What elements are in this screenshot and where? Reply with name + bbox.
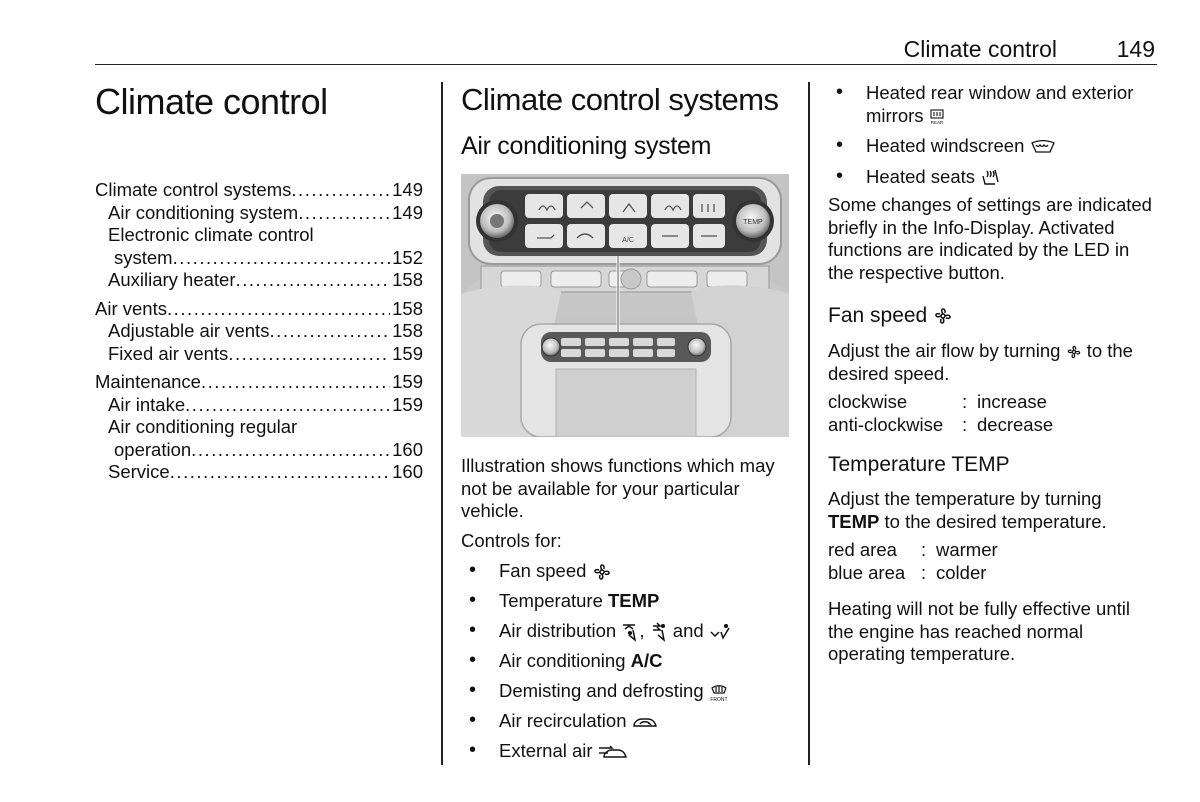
column-divider-1: [441, 82, 443, 765]
list-item-heated-rear-window: [828, 82, 1158, 127]
toc-chapter-entry: [95, 298, 423, 321]
toc-entry: [95, 202, 423, 225]
external-air-text: External air: [499, 740, 593, 761]
settings-note: Some changes of settings are indicated briefly in the Info-Display. Activated functions are indicated by the LED in the respective button.: [828, 194, 1152, 283]
temp-label: TEMP: [828, 510, 880, 532]
air-distribution-and: and: [672, 620, 704, 641]
controls-list: [461, 560, 791, 770]
toc-page-number: 158: [392, 269, 423, 290]
toc-leader-dots: [167, 298, 390, 321]
direction-label: clockwise: [828, 391, 908, 412]
separator: :: [921, 539, 927, 560]
direction-value: increase: [977, 391, 1047, 412]
page-number: 149: [1116, 36, 1155, 62]
external-air-icon: [598, 743, 628, 761]
heated-windscreen-icon: [1030, 139, 1056, 155]
toc-page-number: 158: [392, 320, 423, 341]
toc-entry: [95, 247, 423, 270]
separator: :: [921, 561, 927, 583]
temperature-row: [828, 562, 1158, 585]
toc-leader-dots: [173, 247, 391, 270]
fan-speed-heading-text: Fan speed: [828, 304, 928, 327]
temperature-text: Temperature: [499, 590, 608, 611]
air-distribution-comma: ,: [639, 620, 645, 641]
toc-chapter-entry: [95, 371, 423, 394]
list-item-air-distribution: [461, 620, 791, 650]
ac-button-label: A/C: [622, 237, 634, 244]
toc-leader-dots: [291, 179, 390, 202]
fan-speed-text: Fan speed: [499, 560, 587, 581]
air-to-feet-icon: [709, 622, 731, 642]
fan-speed-description: [828, 340, 1158, 385]
direction-label: anti-clockwise: [828, 413, 944, 435]
page-header: [95, 34, 1157, 65]
fan-speed-row: [828, 414, 1158, 437]
svg-text:FRONT: FRONT: [710, 697, 728, 703]
toc-entry-label: Climate control systems: [95, 179, 292, 200]
subsection-title: Air conditioning system: [461, 132, 712, 160]
main-column: [461, 82, 791, 761]
heating-note: Heating will not be fully effective until the engine has reached normal operating temperature.: [828, 598, 1130, 664]
toc-entry-label: Air conditioning regular: [108, 416, 298, 437]
heated-windscreen-text: Heated windscreen: [866, 135, 1025, 156]
air-distribution-text: Air distribution: [499, 620, 617, 641]
list-item-external-air: [461, 740, 791, 770]
list-item-fan-speed: [461, 560, 791, 590]
list-item-temperature: [461, 590, 791, 620]
fan-speed-heading: [828, 303, 1158, 329]
toc-page-number: 159: [392, 371, 423, 392]
fan-icon: [592, 562, 612, 582]
toc-entry: [95, 461, 423, 484]
toc-entry-label: Maintenance: [95, 371, 201, 392]
toc-entry: [95, 394, 423, 417]
list-item-heated-windscreen: [828, 135, 1158, 158]
list-item-demisting: [461, 680, 791, 710]
heated-seats-text: Heated seats: [866, 165, 976, 187]
toc-entry-label: Service: [108, 461, 170, 482]
fan-speed-row: [828, 391, 1158, 414]
toc-entry-label: Adjustable air vents: [108, 320, 270, 341]
demisting-text: Demisting and defrosting: [499, 680, 704, 701]
heated-rear-window-text: Heated rear window and exterior mirrors: [866, 82, 1134, 126]
area-label: red area: [828, 539, 897, 560]
illustration-caption: Illustration shows functions which may not be available for your particular vehicle.: [461, 455, 775, 521]
toc-entry: [95, 320, 423, 343]
toc-page-number: 159: [392, 393, 423, 415]
toc-entry-label: system: [114, 246, 173, 268]
toc-leader-dots: [298, 202, 390, 225]
direction-value: decrease: [977, 413, 1054, 435]
air-to-windscreen-icon: [621, 622, 639, 642]
section-title: Climate control systems: [461, 82, 779, 117]
toc-leader-dots: [228, 343, 390, 366]
chapter-column: [95, 81, 423, 482]
temp-knob-label: TEMP: [743, 219, 763, 226]
area-label: blue area: [828, 561, 906, 583]
toc-page-number: 160: [392, 438, 423, 460]
fan-speed-table: [828, 391, 1158, 436]
toc-entry: [95, 343, 423, 366]
temperature-description: [828, 488, 1158, 533]
toc-entry: [95, 269, 423, 292]
toc-leader-dots: [170, 461, 390, 484]
column-divider-2: [808, 82, 810, 765]
toc-page-number: 159: [392, 342, 423, 364]
temp-label: TEMP: [608, 590, 660, 611]
list-item-heated-seats: [828, 166, 1158, 189]
climate-panel-illustration: [461, 174, 789, 437]
heating-list: [828, 82, 1158, 188]
toc-page-number: 149: [392, 201, 423, 223]
air-conditioning-text: Air conditioning: [499, 650, 631, 671]
list-item-air-recirculation: [461, 710, 791, 740]
separator: :: [962, 391, 968, 412]
toc-entry-label: Fixed air vents: [108, 342, 229, 364]
toc-leader-dots: [269, 320, 390, 343]
table-of-contents: [95, 179, 423, 484]
toc-page-number: 149: [392, 179, 423, 200]
heated-seat-icon: [980, 168, 1000, 188]
toc-entry-label: Electronic climate control: [108, 224, 314, 245]
toc-leader-dots: [201, 371, 390, 394]
temperature-table: [828, 539, 1158, 584]
header-section-title: Climate control: [903, 36, 1057, 62]
toc-entry-label: Auxiliary heater: [108, 269, 236, 290]
area-value: warmer: [936, 539, 998, 560]
toc-leader-dots: [185, 394, 390, 417]
list-item-air-conditioning: [461, 650, 791, 680]
area-value: colder: [936, 561, 987, 583]
air-recirculation-icon: [632, 714, 658, 730]
air-to-head-icon: [650, 622, 668, 642]
toc-entry: [95, 416, 423, 439]
toc-entry-label: Air conditioning system: [108, 201, 299, 223]
chapter-title: Climate control: [95, 81, 328, 122]
toc-page-number: 160: [392, 461, 423, 482]
controls-intro: Controls for:: [461, 529, 562, 551]
front-demist-icon: [709, 682, 729, 702]
toc-entry: [95, 224, 423, 247]
temperature-row: [828, 539, 1158, 562]
fan-icon: [933, 306, 953, 326]
fan-speed-text-before: Adjust the air flow by turning: [828, 340, 1061, 361]
toc-page-number: 152: [392, 246, 423, 268]
toc-entry-label: Air intake: [108, 393, 186, 415]
temperature-text-before: Adjust the temperature by turning: [828, 488, 1102, 509]
toc-chapter-entry: [95, 179, 423, 202]
toc-entry: [95, 439, 423, 462]
ac-label: A/C: [630, 650, 663, 671]
toc-entry-label: operation: [114, 438, 192, 460]
right-column: [828, 82, 1158, 666]
temperature-heading: Temperature TEMP: [828, 453, 1010, 476]
toc-entry-label: Air vents: [95, 297, 167, 319]
temperature-text-after: to the desired temperature.: [879, 510, 1107, 532]
svg-text:REAR: REAR: [930, 119, 943, 125]
toc-leader-dots: [191, 439, 390, 462]
toc-leader-dots: [236, 269, 391, 292]
toc-page-number: 158: [392, 297, 423, 319]
fan-speed-text-after: to the desired speed.: [828, 340, 1133, 384]
fan-icon: [1066, 344, 1082, 360]
rear-window-heat-icon: [929, 108, 945, 126]
recirculation-text: Air recirculation: [499, 710, 627, 731]
separator: :: [962, 413, 968, 435]
